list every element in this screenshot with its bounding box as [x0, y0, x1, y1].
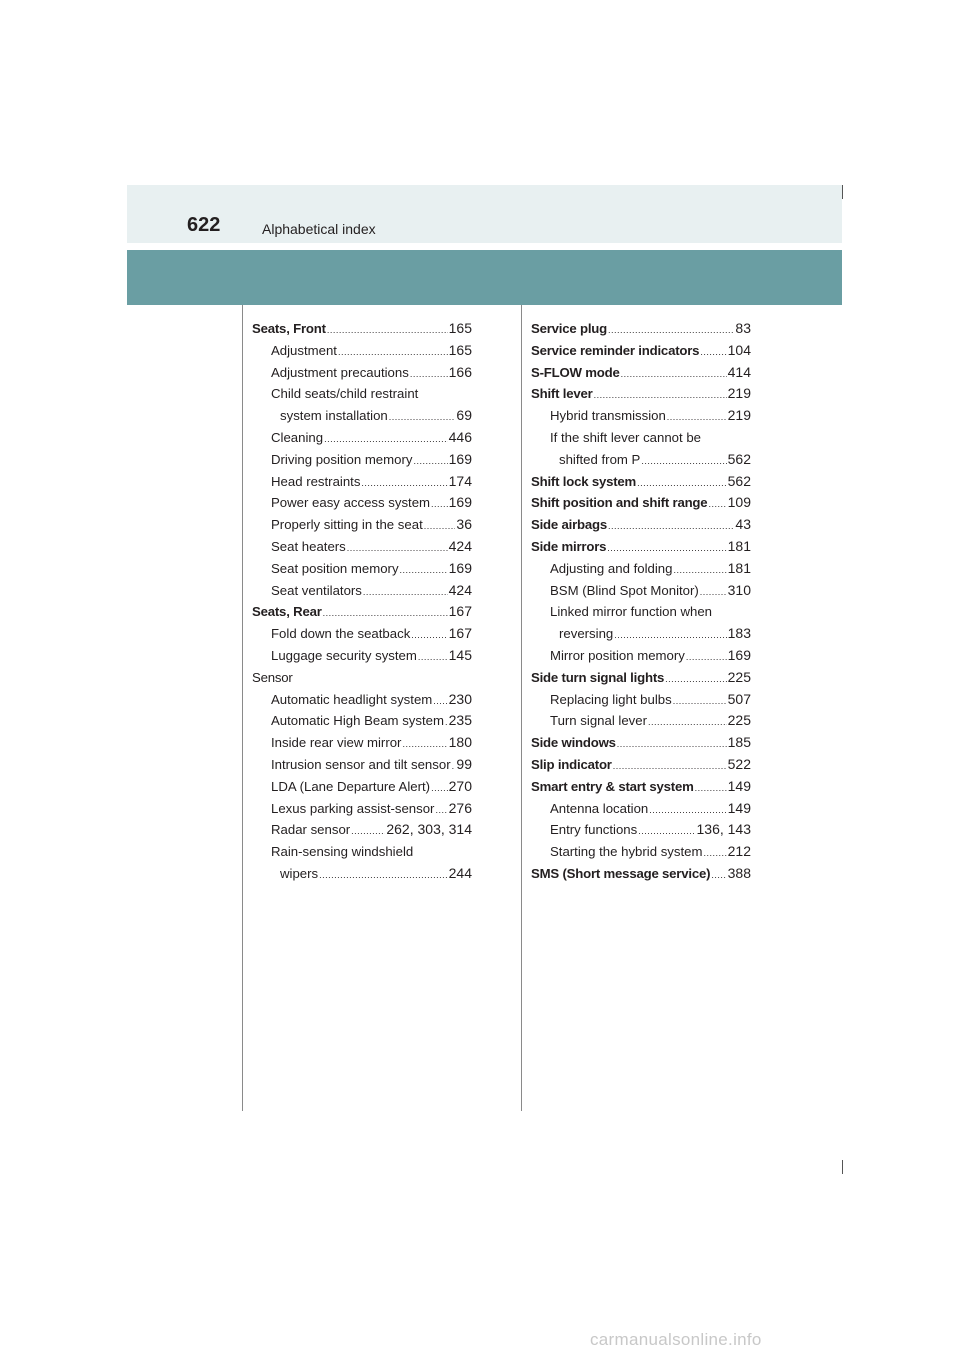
index-entry-label: LDA (Lane Departure Alert) [271, 778, 431, 794]
index-entry-label: Side turn signal lights [531, 669, 665, 685]
index-entry [252, 863, 472, 885]
index-entry [252, 362, 472, 384]
index-entry [252, 340, 472, 362]
index-entry [531, 558, 751, 580]
index-entry [252, 841, 472, 863]
index-entry-page[interactable]: 169 [448, 559, 472, 576]
leader-dots [700, 582, 727, 604]
leader-dots [319, 865, 448, 887]
index-entry [531, 514, 751, 536]
index-entry [531, 536, 751, 558]
index-entry [531, 732, 751, 754]
leader-dots [410, 364, 448, 386]
leader-dots [347, 538, 448, 560]
index-entry-page[interactable]: 104 [727, 341, 751, 358]
index-entry-label: wipers [280, 865, 319, 881]
index-entry-page[interactable]: 244 [448, 864, 472, 881]
leader-dots [700, 342, 726, 364]
leader-dots [338, 342, 448, 364]
index-entry-page[interactable]: 185 [727, 734, 751, 751]
leader-dots [400, 560, 448, 582]
leader-dots [638, 821, 695, 843]
index-entry [252, 514, 472, 536]
index-entry [252, 667, 472, 689]
index-entry-page[interactable]: 388 [727, 864, 751, 881]
index-entry-label: Adjusting and folding [550, 560, 673, 576]
index-entry-page[interactable]: 235 [448, 712, 472, 729]
index-entry [531, 819, 751, 841]
index-entry [252, 558, 472, 580]
index-entry-label: Service plug [531, 321, 608, 336]
index-entry-page[interactable]: 424 [448, 537, 472, 554]
index-entry [531, 601, 751, 623]
index-entry-page[interactable]: 424 [448, 581, 472, 598]
index-entry-label: Slip indicator [531, 756, 612, 772]
index-entry [252, 623, 472, 645]
index-entry-page[interactable]: 225 [727, 712, 751, 729]
crop-mark-top [842, 185, 843, 199]
right-column-rule [521, 305, 522, 1111]
index-entry [252, 754, 472, 776]
leader-dots [711, 865, 726, 887]
header-band [127, 185, 842, 243]
index-entry [252, 601, 472, 623]
leader-dots [363, 582, 448, 604]
index-entry-page[interactable]: 149 [727, 799, 751, 816]
index-entry-label: Adjustment [271, 342, 337, 358]
index-entry-label: Smart entry & start system [531, 778, 694, 794]
index-entry-page[interactable]: 169 [448, 494, 472, 511]
leader-dots [608, 320, 734, 342]
index-entry [531, 362, 751, 384]
index-entry [252, 798, 472, 820]
index-entry-page[interactable]: 99 [456, 755, 472, 772]
index-entry-label: Rain-sensing windshield [271, 844, 414, 860]
index-entry-page[interactable]: 166 [448, 363, 472, 380]
leader-dots [594, 385, 727, 407]
leader-dots [667, 407, 727, 429]
leader-dots [452, 756, 456, 778]
leader-dots [641, 451, 726, 473]
leader-dots [389, 407, 456, 429]
index-entry [531, 645, 751, 667]
index-entry-page[interactable]: 219 [727, 407, 751, 424]
index-entry-label: If the shift lever cannot be [550, 429, 702, 445]
index-entry [531, 405, 751, 427]
leader-dots [637, 473, 727, 495]
index-entry-page[interactable]: 225 [727, 668, 751, 685]
leader-dots [424, 516, 456, 538]
index-entry [252, 383, 472, 405]
index-column-left [252, 318, 472, 885]
index-entry [252, 819, 472, 841]
leader-dots [665, 669, 726, 691]
section-title: Alphabetical index [262, 221, 376, 237]
index-entry-label: Seat position memory [271, 560, 399, 576]
leader-dots [411, 625, 447, 647]
index-entry-page[interactable]: 562 [727, 450, 751, 467]
index-entry [531, 798, 751, 820]
index-entry-label: Inside rear view mirror [271, 735, 402, 751]
index-entry-page[interactable]: 169 [727, 646, 751, 663]
index-entry [531, 689, 751, 711]
index-entry [531, 754, 751, 776]
index-entry-page[interactable]: 165 [448, 341, 472, 358]
index-entry-label: Child seats/child restraint [271, 386, 419, 402]
leader-dots [445, 712, 448, 734]
index-entry-label: shifted from P [559, 451, 641, 467]
index-entry-label: system installation [280, 408, 388, 424]
index-entry [531, 318, 751, 340]
index-entry-label: Seat ventilators [271, 582, 362, 598]
index-entry-label: Automatic High Beam system [271, 713, 444, 729]
leader-dots [433, 691, 447, 713]
index-entry-page[interactable]: 43 [735, 516, 751, 533]
index-entry [531, 667, 751, 689]
index-entry-page[interactable]: 83 [735, 320, 751, 336]
index-entry [531, 776, 751, 798]
index-entry-label: Shift lock system [531, 473, 637, 489]
leader-dots [695, 778, 727, 800]
leader-dots [614, 625, 726, 647]
index-entry-page[interactable]: 69 [456, 407, 472, 424]
index-entry-label: Antenna location [550, 800, 649, 816]
leader-dots [351, 821, 385, 843]
index-entry [252, 492, 472, 514]
index-entry [252, 776, 472, 798]
index-entry-page[interactable]: 145 [448, 646, 472, 663]
leader-dots [617, 734, 727, 756]
index-entry [531, 427, 751, 449]
index-entry [252, 732, 472, 754]
index-entry-label: Head restraints [271, 473, 361, 489]
index-entry-page[interactable]: 262, 303, 314 [386, 821, 472, 838]
index-entry-label: Linked mirror function when [550, 604, 712, 620]
index-entry-label: Adjustment precautions [271, 364, 409, 380]
leader-dots [402, 734, 447, 756]
index-entry-page[interactable]: 180 [448, 734, 472, 751]
index-entry-page[interactable]: 507 [727, 690, 751, 707]
index-entry-page[interactable]: 230 [448, 690, 472, 707]
index-entry-label: Shift lever [531, 386, 593, 402]
index-entry [252, 645, 472, 667]
index-entry-label: Seats, Rear [252, 604, 322, 620]
index-entry-label: Properly sitting in the seat [271, 517, 423, 533]
leader-dots [435, 800, 447, 822]
crop-mark-bottom [842, 1160, 843, 1174]
index-entry [531, 492, 751, 514]
index-entry-label: Mirror position memory [550, 647, 685, 663]
index-entry [531, 383, 751, 405]
index-entry [252, 689, 472, 711]
leader-dots [648, 712, 727, 734]
index-entry-label: Power easy access system [271, 495, 431, 511]
index-entry [252, 318, 472, 340]
index-entry-label: Replacing light bulbs [550, 691, 672, 707]
left-column-rule [242, 305, 243, 1111]
index-entry [252, 536, 472, 558]
index-entry-page[interactable]: 212 [727, 843, 751, 860]
index-entry-page[interactable]: 169 [448, 450, 472, 467]
leader-dots [361, 473, 447, 495]
index-entry-page[interactable]: 174 [448, 472, 472, 489]
index-entry-page[interactable]: 167 [448, 625, 472, 642]
index-entry-label: Side mirrors [531, 538, 607, 554]
leader-dots [703, 843, 726, 865]
page-number: 622 [187, 214, 221, 236]
index-entry [531, 580, 751, 602]
leader-dots [323, 603, 448, 625]
index-entry [252, 710, 472, 732]
index-entry-page[interactable]: 149 [727, 777, 751, 794]
index-entry-label: Seats, Front [252, 321, 326, 336]
index-entry-page[interactable]: 522 [727, 755, 751, 772]
index-entry [252, 471, 472, 493]
index-entry [531, 863, 751, 885]
index-entry-label: Shift position and shift range [531, 495, 708, 511]
index-entry-page[interactable]: 167 [448, 603, 472, 620]
index-entry-label: Driving position memory [271, 451, 413, 467]
leader-dots [324, 429, 448, 451]
index-entry-page[interactable]: 562 [727, 472, 751, 489]
index-entry-label: Sensor [252, 669, 293, 685]
leader-dots [413, 451, 447, 473]
index-entry-label: SMS (Short message service) [531, 865, 711, 881]
index-entry [252, 405, 472, 427]
leader-dots [673, 560, 726, 582]
index-entry-label: Intrusion sensor and tilt sensor [271, 756, 451, 772]
index-entry-page[interactable]: 276 [448, 799, 472, 816]
index-entry-label: Seat heaters [271, 538, 346, 554]
index-entry [531, 340, 751, 362]
index-entry-label: Side windows [531, 735, 616, 751]
index-entry-label: Hybrid transmission [550, 408, 666, 424]
index-entry [252, 427, 472, 449]
index-entry [531, 841, 751, 863]
index-entry-label: Fold down the seatback [271, 626, 411, 642]
leader-dots [649, 800, 726, 822]
index-entry-label: Radar sensor [271, 822, 351, 838]
leader-dots [673, 691, 727, 713]
index-entry-page[interactable]: 181 [727, 537, 751, 554]
leader-dots [608, 516, 734, 538]
index-entry-page[interactable]: 414 [727, 363, 751, 380]
leader-dots [613, 756, 727, 778]
index-entry-page[interactable]: 310 [727, 581, 751, 598]
index-entry-label: Automatic headlight system [271, 691, 433, 707]
index-entry-label: Side airbags [531, 517, 608, 533]
index-column-right [531, 318, 751, 885]
index-entry-page[interactable]: 109 [727, 494, 751, 511]
index-entry [531, 471, 751, 493]
index-entry-label: Lexus parking assist-sensor [271, 800, 435, 816]
leader-dots [621, 364, 727, 386]
index-entry-page[interactable]: 136, 143 [696, 821, 751, 838]
index-entry [252, 449, 472, 471]
leader-dots [708, 494, 726, 516]
index-entry [531, 710, 751, 732]
leader-dots [431, 494, 448, 516]
index-entry-label: BSM (Blind Spot Monitor) [550, 582, 699, 598]
index-entry-page[interactable]: 219 [727, 385, 751, 402]
index-entry-label: Starting the hybrid system [550, 844, 703, 860]
index-entry-label: Entry functions [550, 822, 638, 838]
index-entry [252, 580, 472, 602]
leader-dots [327, 320, 448, 342]
index-entry-page[interactable]: 181 [727, 559, 751, 576]
index-entry-label: reversing [559, 626, 614, 642]
index-entry-label: Cleaning [271, 429, 324, 445]
index-entry-label: S-FLOW mode [531, 364, 620, 380]
index-entry-label: Luggage security system [271, 647, 417, 663]
index-entry [531, 449, 751, 471]
leader-dots [607, 538, 726, 560]
index-entry-label: Service reminder indicators [531, 342, 700, 358]
watermark: carmanualsonline.info [590, 1330, 762, 1349]
leader-dots [686, 647, 727, 669]
leader-dots [418, 647, 448, 669]
index-entry-page[interactable]: 36 [456, 516, 472, 533]
index-entry-page[interactable]: 270 [448, 777, 472, 794]
index-entry-page[interactable]: 446 [448, 428, 472, 445]
index-entry-label: Turn signal lever [550, 713, 647, 729]
leader-dots [431, 778, 448, 800]
index-entry [531, 623, 751, 645]
section-banner [127, 250, 842, 305]
index-entry-page[interactable]: 165 [448, 320, 472, 336]
index-entry-page[interactable]: 183 [727, 625, 751, 642]
